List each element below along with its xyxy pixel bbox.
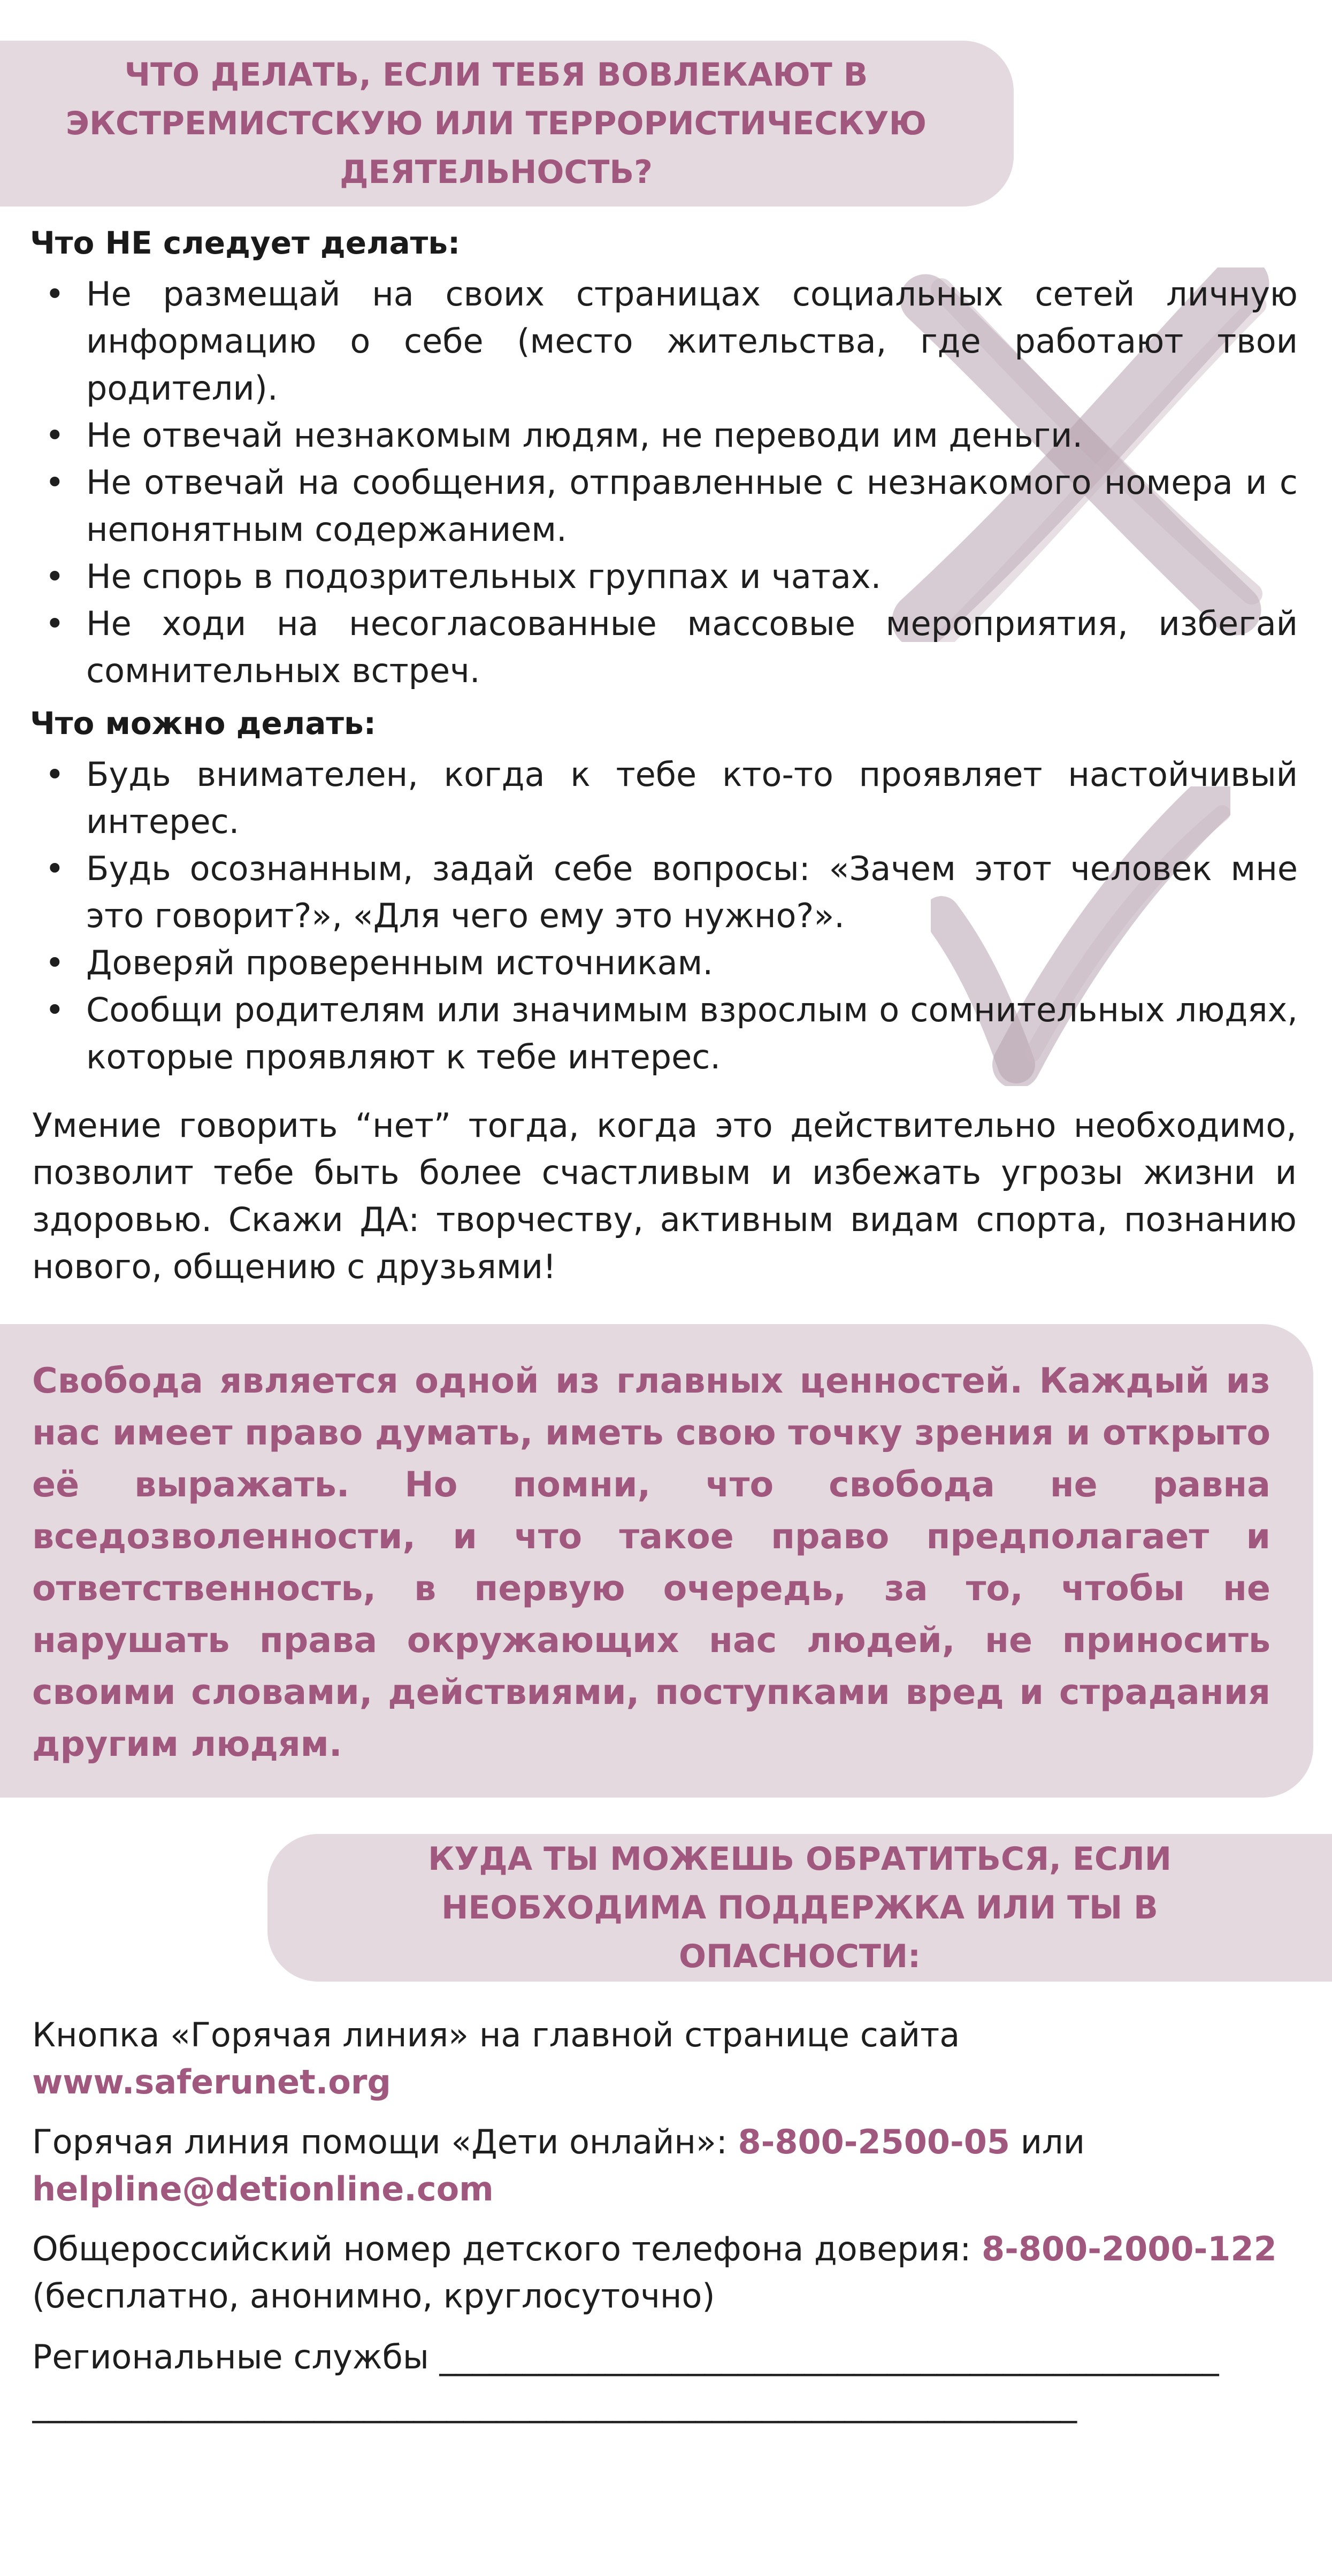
do-heading: Что можно делать: — [30, 705, 376, 742]
regional-line-2: _______________________________________________________________ — [32, 2384, 1077, 2424]
do-item: • Доверяй проверенным источникам. — [30, 939, 1298, 987]
contact-children-online — [32, 2119, 1297, 2213]
contact-regional — [32, 2334, 1297, 2428]
freedom-panel — [0, 1324, 1313, 1798]
dont-item: • Не отвечай незнакомым людям, не переводи им деньги. — [30, 412, 1298, 459]
do-list — [30, 751, 1298, 1081]
helpline-email-link[interactable]: helpline@detionline.com — [32, 2169, 494, 2208]
dont-item: • Не спорь в подозрительных группах и чатах. — [30, 553, 1298, 600]
do-item: • Сообщи родителям или значимым взрослым о сомнительных людях, которые проявляют к тебе интерес. — [30, 987, 1298, 1081]
dont-item: • Не размещай на своих страницах социальных сетей личную информацию о себе (место жительства, где работают твои родители). — [30, 271, 1298, 412]
help-banner — [267, 1834, 1332, 1982]
saferunet-link[interactable]: www.saferunet.org — [32, 2062, 391, 2101]
dont-item: • Не отвечай на сообщения, отправленные с незнакомого номера и с непонятным содержанием. — [30, 459, 1298, 553]
or-text: или — [1020, 2122, 1085, 2161]
dont-heading: Что НЕ следует делать: — [30, 225, 461, 261]
hotline-text: Кнопка «Горячая линия» на главной странице сайта — [32, 2015, 960, 2054]
help-title: КУДА ТЫ МОЖЕШЬ ОБРАТИТЬСЯ, ЕСЛИ НЕОБХОДИМА ПОДДЕРЖКА ИЛИ ТЫ В ОПАСНОСТИ: — [428, 1840, 1172, 1975]
do-item: • Будь осознанным, задай себе вопросы: «Зачем этот человек мне это говорит?», «Для чего ему это нужно?». — [30, 845, 1298, 939]
do-item: • Будь внимателен, когда к тебе кто-то проявляет настойчивый интерес. — [30, 751, 1298, 845]
regional-label: Региональные службы — [32, 2337, 429, 2376]
trust-phone-note: (бесплатно, анонимно, круглосуточно) — [32, 2276, 715, 2315]
page-title: ЧТО ДЕЛАТЬ, ЕСЛИ ТЕБЯ ВОВЛЕКАЮТ В ЭКСТРЕМИСТСКУЮ ИЛИ ТЕРРОРИСТИЧЕСКУЮ ДЕЯТЕЛЬНОСТЬ? — [65, 56, 927, 191]
dont-item: • Не ходи на несогласованные массовые мероприятия, избегай сомнительных встреч. — [30, 600, 1298, 694]
contact-trust-phone — [32, 2226, 1297, 2320]
trust-phone-number[interactable]: 8-800-2000-122 — [981, 2229, 1277, 2268]
contact-hotline — [32, 2012, 1297, 2106]
children-online-text: Горячая линия помощи «Дети онлайн»: — [32, 2122, 728, 2161]
regional-line-1: _______________________________________________ — [439, 2337, 1219, 2376]
children-online-phone[interactable]: 8-800-2500-05 — [738, 2122, 1011, 2161]
trust-phone-text: Общероссийский номер детского телефона доверия: — [32, 2229, 971, 2268]
closing-paragraph: Умение говорить “нет” тогда, когда это действительно необходимо, позволит тебе быть более счастливым и избежать угрозы жизни и здоровью. Скажи ДА: творчеству, активным видам спорта, познанию нового, общению с друзьями! — [32, 1106, 1297, 1286]
dont-list — [30, 271, 1298, 694]
title-banner — [0, 41, 1014, 207]
freedom-text: Свобода является одной из главных ценностей. Каждый из нас имеет право думать, иметь свою точку зрения и открыто её выражать. Но помни, что свобода не равна вседозволенности, и что такое право предполагает и ответственность, в первую очередь, за то, чтобы не нарушать права окружающих нас людей, не приносить своими словами, действиями, поступками вред и страдания другим людям. — [32, 1361, 1270, 1764]
